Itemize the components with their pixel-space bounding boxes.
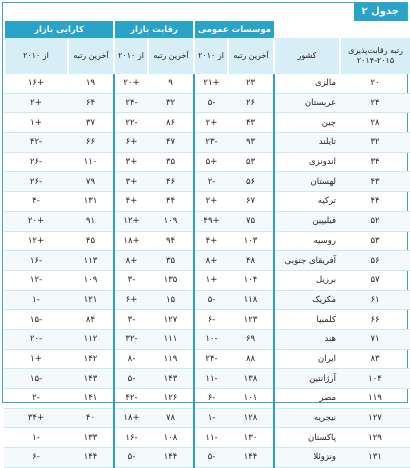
market-competition-rank-cell: ۴۴ bbox=[148, 192, 194, 212]
labor-efficiency-change-cell: +۱۶ bbox=[4, 74, 68, 93]
labor-efficiency-rank-cell: ۱۱۲ bbox=[68, 329, 114, 349]
labor-efficiency-rank-cell: ۱۱۳ bbox=[68, 251, 114, 271]
labor-efficiency-rank-cell: ۱۴۴ bbox=[68, 448, 114, 468]
labor-efficiency-rank-cell: ۱۹ bbox=[68, 74, 114, 93]
labor-efficiency-change-cell: -۲۰ bbox=[4, 329, 68, 349]
country-cell: مصر bbox=[274, 389, 340, 409]
public-institutions-change-cell: -۶ bbox=[194, 310, 228, 330]
table-row bbox=[4, 408, 410, 428]
market-competition-rank-cell: ۱۲۷ bbox=[148, 310, 194, 330]
public-institutions-rank-cell: ۹۳ bbox=[228, 133, 274, 153]
country-cell: کلمبیا bbox=[274, 310, 340, 330]
subheader-rank: رتبه رقابت‌پذیری ۲۰۱۵-۲۰۱۴ bbox=[340, 38, 410, 74]
country-cell: فیلیپین bbox=[274, 211, 340, 231]
rank-cell: ۴۴ bbox=[340, 192, 410, 212]
subheader-country: کشور bbox=[274, 38, 340, 74]
public-institutions-rank-cell: ۴۸ bbox=[228, 251, 274, 271]
market-competition-rank-cell: ۱۲۶ bbox=[148, 389, 194, 409]
country-cell: ترکیه bbox=[274, 192, 340, 212]
market-competition-rank-cell: ۱۴۳ bbox=[148, 369, 194, 389]
group-header-row bbox=[4, 21, 410, 38]
rank-cell: ۵۲ bbox=[340, 211, 410, 231]
table-row bbox=[4, 290, 410, 310]
market-competition-change-cell: +۱۸ bbox=[114, 231, 148, 251]
market-competition-change-cell: +۱۲ bbox=[114, 211, 148, 231]
market-competition-rank-cell: ۸۶ bbox=[148, 113, 194, 133]
public-institutions-rank-cell: ۵۳ bbox=[228, 152, 274, 172]
market-competition-rank-cell: ۳۵ bbox=[148, 251, 194, 271]
labor-efficiency-rank-cell: ۴۰ bbox=[68, 408, 114, 428]
country-cell: آرژانتین bbox=[274, 369, 340, 389]
table-row bbox=[4, 349, 410, 369]
table-row bbox=[4, 389, 410, 409]
public-institutions-rank-cell: ۱۰۱ bbox=[228, 389, 274, 409]
market-competition-rank-cell: ۳۲ bbox=[148, 93, 194, 113]
public-institutions-change-cell: +۲ bbox=[194, 192, 228, 212]
labor-efficiency-change-cell: -۴ bbox=[4, 192, 68, 212]
country-cell: پاکستان bbox=[274, 428, 340, 448]
labor-efficiency-rank-cell: ۱۱۰ bbox=[68, 152, 114, 172]
public-institutions-change-cell: -۱ bbox=[194, 408, 228, 428]
market-competition-rank-cell: ۱۳۵ bbox=[148, 270, 194, 290]
labor-efficiency-rank-cell: ۸۴ bbox=[68, 310, 114, 330]
market-competition-rank-cell: ۱۴۴ bbox=[148, 448, 194, 468]
table-row bbox=[4, 211, 410, 231]
public-institutions-change-cell: +۴۹ bbox=[194, 211, 228, 231]
labor-efficiency-rank-cell: ۱۴۲ bbox=[68, 349, 114, 369]
country-cell: هند bbox=[274, 329, 340, 349]
country-cell: روسیه bbox=[274, 231, 340, 251]
public-institutions-change-cell: +۲۱ bbox=[194, 74, 228, 93]
public-institutions-rank-cell: ۱۰۳ bbox=[228, 231, 274, 251]
rank-cell: ۱۱۹ bbox=[340, 389, 410, 409]
public-institutions-change-cell: -۱۰ bbox=[194, 329, 228, 349]
public-institutions-rank-cell: ۱۱۸ bbox=[228, 290, 274, 310]
labor-efficiency-change-cell: -۱۵ bbox=[4, 310, 68, 330]
market-competition-change-cell: -۵ bbox=[114, 448, 148, 468]
market-competition-rank-cell: ۴۶ bbox=[148, 172, 194, 192]
table-row bbox=[4, 93, 410, 113]
market-competition-change-cell: -۳ bbox=[114, 310, 148, 330]
labor-efficiency-rank-cell: ۱۴۱ bbox=[68, 389, 114, 409]
market-competition-change-cell: -۲۴ bbox=[114, 93, 148, 113]
country-cell: برزیل bbox=[274, 270, 340, 290]
market-competition-change-cell: +۳ bbox=[114, 152, 148, 172]
market-competition-change-cell: +۸ bbox=[114, 251, 148, 271]
table-row bbox=[4, 310, 410, 330]
table-body bbox=[4, 74, 410, 467]
labor-efficiency-change-cell: -۱۵ bbox=[4, 369, 68, 389]
table-row bbox=[4, 152, 410, 172]
country-cell: تایلند bbox=[274, 133, 340, 153]
table-row bbox=[4, 133, 410, 153]
public-institutions-rank-cell: ۱۲۳ bbox=[228, 310, 274, 330]
rank-cell: ۱۰۴ bbox=[340, 369, 410, 389]
country-cell: اندونزی bbox=[274, 152, 340, 172]
country-cell: ونزوئلا bbox=[274, 448, 340, 468]
rank-cell: ۲۰ bbox=[340, 74, 410, 93]
public-institutions-change-cell: -۵ bbox=[194, 290, 228, 310]
labor-efficiency-rank-cell: ۶۶ bbox=[68, 133, 114, 153]
labor-efficiency-change-cell: -۱ bbox=[4, 428, 68, 448]
market-competition-change-cell: +۳ bbox=[114, 172, 148, 192]
public-institutions-rank-cell: ۵۶ bbox=[228, 172, 274, 192]
labor-efficiency-rank-cell: ۷۹ bbox=[68, 172, 114, 192]
rank-cell: ۲۴ bbox=[340, 93, 410, 113]
labor-efficiency-change-cell: -۲۶ bbox=[4, 172, 68, 192]
table-container bbox=[2, 2, 408, 463]
public-institutions-rank-cell: ۶۹ bbox=[228, 329, 274, 349]
public-institutions-change-cell: -۵ bbox=[194, 448, 228, 468]
labor-efficiency-change-cell: +۲ bbox=[4, 93, 68, 113]
labor-efficiency-rank-cell: ۱۰۹ bbox=[68, 270, 114, 290]
rank-cell: ۲۸ bbox=[340, 113, 410, 133]
labor-efficiency-rank-cell: ۱۳۳ bbox=[68, 428, 114, 448]
table-row bbox=[4, 369, 410, 389]
market-competition-change-cell: +۶ bbox=[114, 290, 148, 310]
country-cell: مکزیک bbox=[274, 290, 340, 310]
market-competition-rank-cell: ۳۵ bbox=[148, 152, 194, 172]
rank-cell: ۱۲۹ bbox=[340, 428, 410, 448]
subheader-row bbox=[4, 38, 410, 74]
rank-cell: ۸۳ bbox=[340, 349, 410, 369]
subheader-pub-latest-rank: آخرین رتبه bbox=[228, 38, 274, 74]
public-institutions-change-cell: +۵ bbox=[194, 152, 228, 172]
labor-efficiency-change-cell: -۲ bbox=[4, 389, 68, 409]
public-institutions-change-cell: +۲ bbox=[194, 113, 228, 133]
subheader-pub-since-2010: از ۲۰۱۰ bbox=[194, 38, 228, 74]
table-row bbox=[4, 113, 410, 133]
rank-cell: ۵۳ bbox=[340, 231, 410, 251]
labor-efficiency-change-cell: -۱۲ bbox=[4, 270, 68, 290]
public-institutions-rank-cell: ۱۰۴ bbox=[228, 270, 274, 290]
market-competition-change-cell: -۵ bbox=[114, 369, 148, 389]
group-header-blank bbox=[274, 21, 410, 38]
rank-cell: ۳۲ bbox=[340, 133, 410, 153]
market-competition-change-cell: +۱۸ bbox=[114, 408, 148, 428]
market-competition-change-cell: -۸ bbox=[114, 349, 148, 369]
public-institutions-rank-cell: ۱۳۰ bbox=[228, 428, 274, 448]
public-institutions-change-cell: -۲۳ bbox=[194, 133, 228, 153]
market-competition-rank-cell: ۱۱۱ bbox=[148, 329, 194, 349]
subheader-mkt-latest-rank: آخرین رتبه bbox=[148, 38, 194, 74]
market-competition-rank-cell: ۱۱۹ bbox=[148, 349, 194, 369]
labor-efficiency-rank-cell: ۶۴ bbox=[68, 93, 114, 113]
public-institutions-change-cell: -۱۱ bbox=[194, 369, 228, 389]
labor-efficiency-change-cell: -۲۶ bbox=[4, 152, 68, 172]
public-institutions-rank-cell: ۱۳۸ bbox=[228, 369, 274, 389]
market-competition-rank-cell: ۹ bbox=[148, 74, 194, 93]
public-institutions-rank-cell: ۲۳ bbox=[228, 74, 274, 93]
public-institutions-change-cell: -۶ bbox=[194, 389, 228, 409]
public-institutions-change-cell: +۱ bbox=[194, 270, 228, 290]
country-cell: نیجریه bbox=[274, 408, 340, 428]
labor-efficiency-change-cell: -۶ bbox=[4, 448, 68, 468]
labor-efficiency-rank-cell: ۱۳۱ bbox=[68, 192, 114, 212]
labor-efficiency-change-cell: -۱۶ bbox=[4, 251, 68, 271]
public-institutions-change-cell: +۴ bbox=[194, 231, 228, 251]
market-competition-rank-cell: ۴۷ bbox=[148, 133, 194, 153]
public-institutions-change-cell: -۲۴ bbox=[194, 349, 228, 369]
labor-efficiency-rank-cell: ۹۱ bbox=[68, 211, 114, 231]
market-competition-rank-cell: ۱۵ bbox=[148, 290, 194, 310]
market-competition-rank-cell: ۷۸ bbox=[148, 408, 194, 428]
group-header-labor-efficiency: کارایی بازار bbox=[4, 21, 114, 38]
public-institutions-rank-cell: ۱۲۸ bbox=[228, 408, 274, 428]
group-header-market-competition: رقابت بازار bbox=[114, 21, 194, 38]
table-row bbox=[4, 251, 410, 271]
table-row bbox=[4, 192, 410, 212]
country-cell: عربستان bbox=[274, 93, 340, 113]
public-institutions-rank-cell: ۲۶ bbox=[228, 93, 274, 113]
public-institutions-rank-cell: ۱۴۴ bbox=[228, 448, 274, 468]
table-row bbox=[4, 74, 410, 93]
public-institutions-change-cell: -۵ bbox=[194, 93, 228, 113]
competitiveness-table bbox=[3, 21, 410, 468]
country-cell: مالزی bbox=[274, 74, 340, 93]
subheader-lab-latest-rank: آخرین رتبه bbox=[68, 38, 114, 74]
table-title: جدول ۲ bbox=[353, 3, 407, 21]
rank-cell: ۶۶ bbox=[340, 310, 410, 330]
rank-cell: ۵۷ bbox=[340, 270, 410, 290]
table-row bbox=[4, 329, 410, 349]
rank-cell: ۵۶ bbox=[340, 251, 410, 271]
labor-efficiency-rank-cell: ۱۴۳ bbox=[68, 369, 114, 389]
labor-efficiency-rank-cell: ۱۲۱ bbox=[68, 290, 114, 310]
market-competition-rank-cell: ۹۴ bbox=[148, 231, 194, 251]
public-institutions-rank-cell: ۴۳ bbox=[228, 113, 274, 133]
labor-efficiency-change-cell: -۱ bbox=[4, 290, 68, 310]
public-institutions-rank-cell: ۸۸ bbox=[228, 349, 274, 369]
table-row bbox=[4, 270, 410, 290]
rank-cell: ۷۱ bbox=[340, 329, 410, 349]
table-row bbox=[4, 172, 410, 192]
rank-cell: ۳۴ bbox=[340, 152, 410, 172]
market-competition-change-cell: +۶ bbox=[114, 133, 148, 153]
public-institutions-rank-cell: ۷۵ bbox=[228, 211, 274, 231]
rank-cell: ۶۱ bbox=[340, 290, 410, 310]
labor-efficiency-rank-cell: ۳۷ bbox=[68, 113, 114, 133]
public-institutions-change-cell: -۲ bbox=[194, 172, 228, 192]
country-cell: آفریقای جنوبی bbox=[274, 251, 340, 271]
subheader-mkt-since-2010: از ۲۰۱۰ bbox=[114, 38, 148, 74]
title-bar bbox=[3, 3, 407, 21]
subheader-lab-since-2010: از ۲۰۱۰ bbox=[4, 38, 68, 74]
labor-efficiency-rank-cell: ۴۵ bbox=[68, 231, 114, 251]
labor-efficiency-change-cell: -۴۲ bbox=[4, 133, 68, 153]
table-row bbox=[4, 448, 410, 468]
market-competition-change-cell: -۲۲ bbox=[114, 113, 148, 133]
labor-efficiency-change-cell: +۱۲ bbox=[4, 231, 68, 251]
public-institutions-change-cell: -۱۱ bbox=[194, 428, 228, 448]
labor-efficiency-change-cell: +۱ bbox=[4, 349, 68, 369]
table-row bbox=[4, 428, 410, 448]
group-header-public-institutions: موسسات عمومی bbox=[194, 21, 274, 38]
market-competition-change-cell: -۳۲ bbox=[114, 329, 148, 349]
public-institutions-rank-cell: ۶۷ bbox=[228, 192, 274, 212]
market-competition-change-cell: -۱۶ bbox=[114, 428, 148, 448]
rank-cell: ۱۳۱ bbox=[340, 448, 410, 468]
labor-efficiency-change-cell: +۳۴ bbox=[4, 408, 68, 428]
labor-efficiency-change-cell: +۲۰ bbox=[4, 211, 68, 231]
rank-cell: ۴۳ bbox=[340, 172, 410, 192]
country-cell: چین bbox=[274, 113, 340, 133]
labor-efficiency-change-cell: +۱ bbox=[4, 113, 68, 133]
rank-cell: ۱۲۷ bbox=[340, 408, 410, 428]
market-competition-rank-cell: ۱۰۹ bbox=[148, 211, 194, 231]
market-competition-change-cell: -۳ bbox=[114, 270, 148, 290]
public-institutions-change-cell: +۸ bbox=[194, 251, 228, 271]
country-cell: لهستان bbox=[274, 172, 340, 192]
country-cell: ایران bbox=[274, 349, 340, 369]
market-competition-rank-cell: ۱۰۸ bbox=[148, 428, 194, 448]
market-competition-change-cell: -۴۲ bbox=[114, 389, 148, 409]
market-competition-change-cell: +۲۰ bbox=[114, 74, 148, 93]
market-competition-change-cell: +۴ bbox=[114, 192, 148, 212]
table-row bbox=[4, 231, 410, 251]
